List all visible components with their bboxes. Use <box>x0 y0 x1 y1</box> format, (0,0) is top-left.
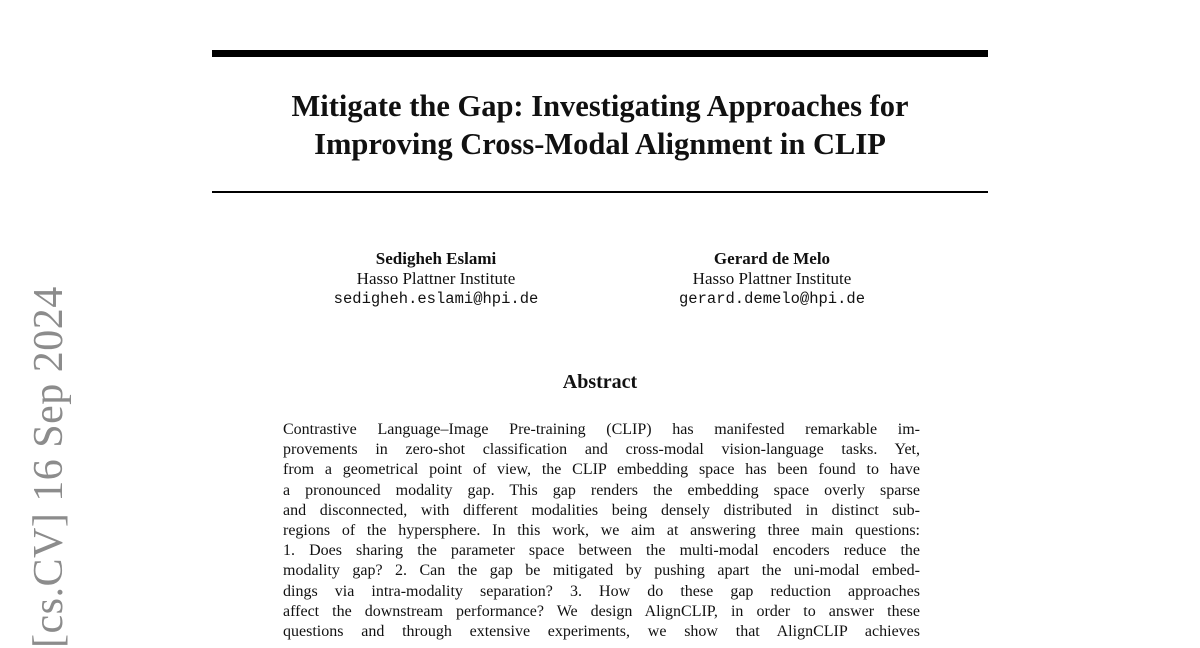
abstract-line: a pronounced modality gap. This gap renders the embedding space overly sparse <box>283 481 920 499</box>
abstract-line: and disconnected, with different modalities being densely distributed in distinct sub- <box>283 501 920 519</box>
abstract-line: 1. Does sharing the parameter space between the multi-modal encoders reduce the <box>283 542 920 560</box>
abstract-body <box>283 420 920 648</box>
author-affiliation: Hasso Plattner Institute <box>356 269 516 288</box>
abstract-line: questions and through extensive experiments, we show that AlignCLIP achieves <box>283 623 920 641</box>
author-affiliation: Hasso Plattner Institute <box>692 269 852 288</box>
author-name: Sedigheh Eslami <box>375 249 497 268</box>
arxiv-side-stamp: [cs.CV] 16 Sep 2024 <box>26 286 72 648</box>
abstract-line: Contrastive Language–Image Pre-training (CLIP) has manifested remarkable im- <box>283 421 920 438</box>
author-email[interactable]: sedigheh.eslami@hpi.de <box>333 290 539 308</box>
abstract-line: provements in zero-shot classification and cross-modal vision-language tasks. Yet, <box>283 441 920 459</box>
abstract-line: modality gap? 2. Can the gap be mitigated by pushing apart the uni-modal embed- <box>283 562 920 580</box>
paper-title-line-1: Mitigate the Gap: Investigating Approaches for <box>291 89 909 123</box>
title-top-rule <box>212 50 988 57</box>
abstract-line: regions of the hypersphere. In this work, we aim at answering three main questions: <box>283 522 920 540</box>
abstract-heading: Abstract <box>562 371 638 393</box>
title-bottom-rule <box>212 191 988 193</box>
paper-title-line-2: Improving Cross-Modal Alignment in CLIP <box>314 127 886 161</box>
abstract-line: dings via intra-modality separation? 3. How do these gap reduction approaches <box>283 582 920 600</box>
author-email[interactable]: gerard.demelo@hpi.de <box>678 290 866 308</box>
author-block-2 <box>662 249 882 309</box>
abstract-line: from a geometrical point of view, the CLIP embedding space has been found to have <box>283 461 920 479</box>
abstract-line: affect the downstream performance? We design AlignCLIP, in order to answer these <box>283 602 920 620</box>
author-block-1 <box>316 249 556 309</box>
paper-title <box>212 87 988 163</box>
author-name: Gerard de Melo <box>713 249 831 268</box>
